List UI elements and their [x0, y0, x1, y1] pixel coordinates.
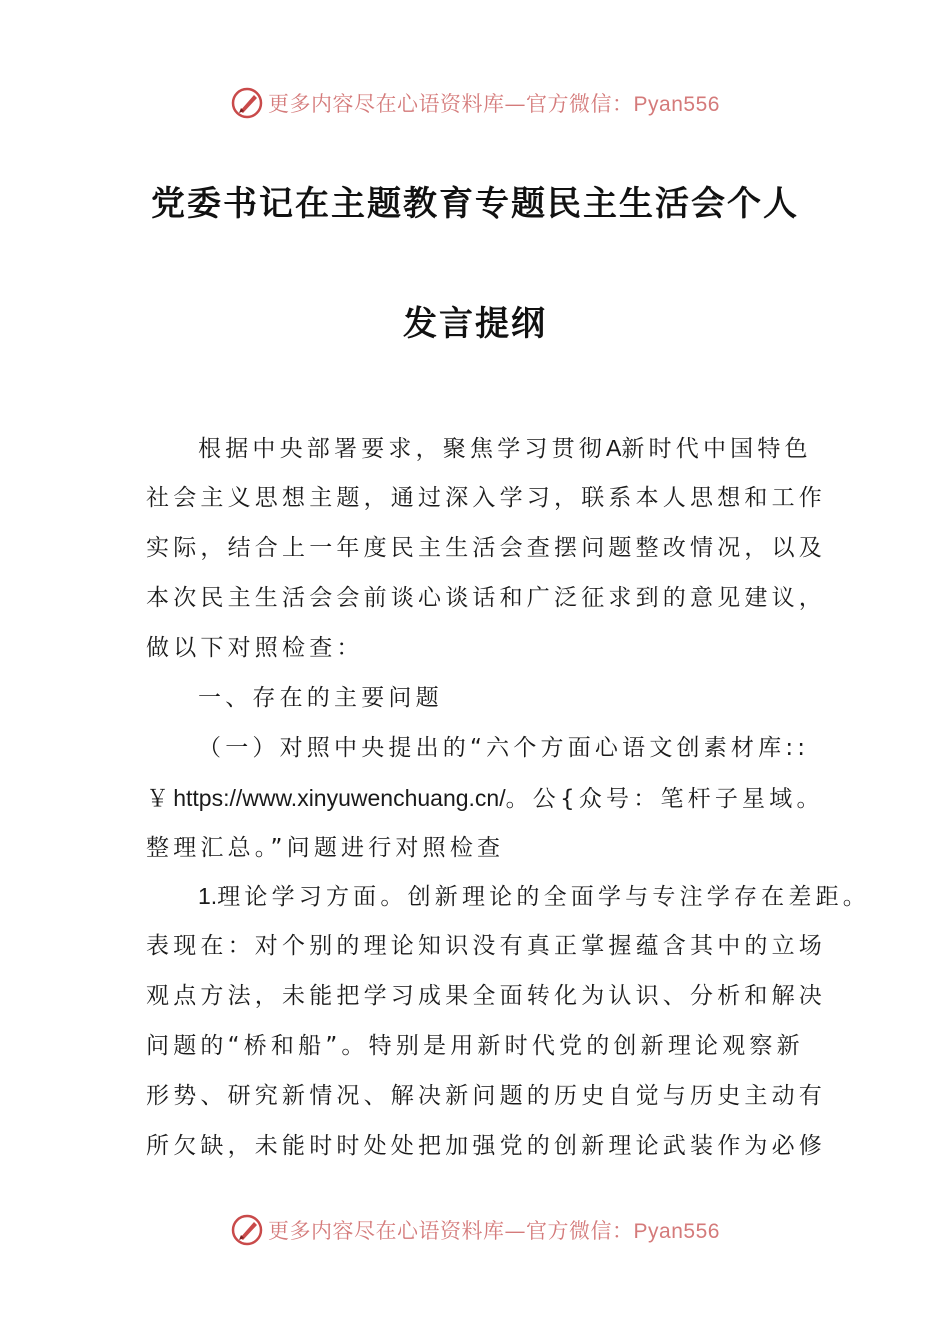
paragraph-line: 根据中央部署要求，聚焦学习贯彻A新时代中国特色 [198, 435, 812, 462]
subsection-heading-line: ￥https://www.xinyuwenchuang.cn/。公{众号：笔杆子星域。 [146, 785, 824, 812]
wechat-id: Pyan556 [633, 1220, 720, 1243]
paragraph-line: 观点方法，未能把学习成果全面转化为认识、分析和解决 [146, 983, 826, 1009]
paragraph-line: 做以下对照检查： [146, 635, 364, 661]
document-title-line-1: 党委书记在主题教育专题民主生活会个人 [151, 184, 799, 224]
paragraph-line: 本次民主生活会会前谈心谈话和广泛征求到的意见建议， [146, 585, 826, 611]
pen-circle-logo-icon [230, 86, 264, 120]
header-watermark [0, 83, 950, 123]
subsection-heading: （一）对照中央提出的“六个方面心语文创素材库:: [198, 735, 810, 761]
paragraph-line: 问题的“桥和船”。特别是用新时代党的创新理论观察新 [146, 1033, 804, 1059]
watermark-text: 更多内容尽在心语资料库—官方微信：Pyan556 [268, 1219, 720, 1243]
paragraph-line: 1.理论学习方面。创新理论的全面学与专注学存在差距。 [198, 883, 870, 910]
paragraph-line: 形势、研究新情况、解决新问题的历史自觉与历史主动有 [146, 1083, 826, 1109]
footer-watermark [0, 1210, 950, 1250]
paragraph-line: 所欠缺，未能时时处处把加强党的创新理论武装作为必修 [146, 1133, 826, 1159]
document-title-line-2: 发言提纲 [403, 304, 547, 344]
watermark-text: 更多内容尽在心语资料库—官方微信：Pyan556 [268, 92, 720, 116]
paragraph-line: 社会主义思想主题，通过深入学习，联系本人思想和工作 [146, 485, 826, 511]
section-heading: 一、存在的主要问题 [198, 685, 443, 711]
subsection-heading-line: 整理汇总。”问题进行对照检查 [146, 835, 505, 861]
wechat-id: Pyan556 [633, 93, 720, 116]
pen-circle-logo-icon [230, 1213, 264, 1247]
source-url: https://www.xinyuwenchuang.cn/ [173, 785, 506, 811]
paragraph-line: 表现在：对个别的理论知识没有真正掌握蕴含其中的立场 [146, 933, 826, 959]
paragraph-line: 实际，结合上一年度民主生活会查摆问题整改情况，以及 [146, 535, 826, 561]
